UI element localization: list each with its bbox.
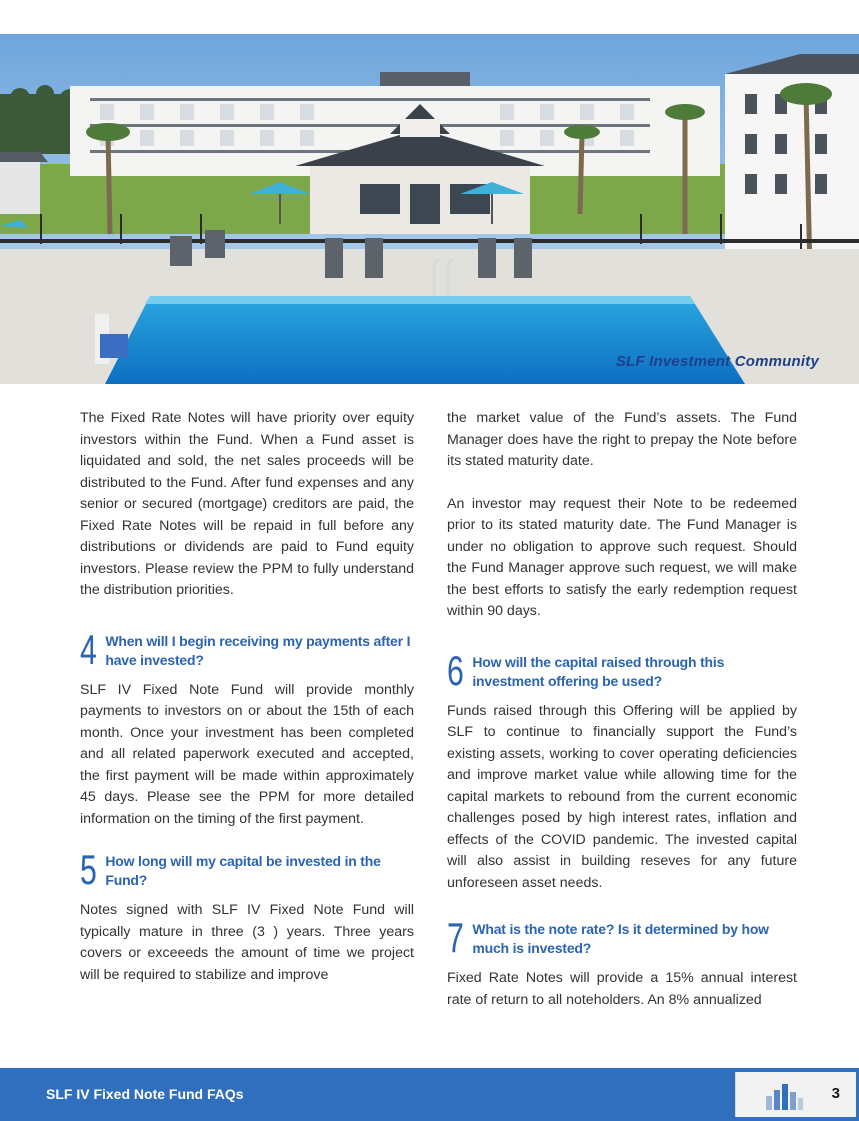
faq-question: When will I begin receiving my payments after I have invested? [105, 632, 411, 668]
faq-number: 6 [447, 646, 464, 694]
faq-item-6 [447, 646, 797, 895]
bar-chart-logo-icon [764, 1080, 804, 1110]
faq-question-header [80, 846, 414, 893]
faq-item-4 [80, 625, 414, 831]
faq-number: 5 [80, 846, 97, 893]
page-footer [0, 1068, 859, 1121]
faq-question-header [447, 914, 797, 961]
faq-item-5 [80, 846, 414, 986]
faq-answer: Fixed Rate Notes will provide a 15% annual interest rate of return to all noteholders. An 8% annualized [447, 970, 797, 1008]
faq-question-header [447, 646, 797, 694]
faq-number: 7 [447, 914, 464, 961]
faq-answer: Funds raised through this Offering will be applied by SLF to continue to financially support the Fund’s existing assets, working to cover operating deficiencies and improve market value while allowing time for the capital markets to rebound from the current economic challenges posed by high interest rates, inflation and effects of the COVID pandemic. The invested capital will also assist in building reseves for any future unforeseen asset needs. [447, 702, 797, 891]
faq-question: How will the capital raised through this investment offering be used? [472, 653, 725, 689]
photo-caption: SLF Investment Community [615, 353, 819, 370]
footer-title: SLF IV Fixed Note Fund FAQs [46, 1086, 244, 1102]
right-column [447, 408, 797, 1011]
page-number: 3 [831, 1085, 840, 1102]
faq-item-7 [447, 914, 797, 1011]
faq-question: What is the note rate? Is it determined by how much is invested? [472, 921, 769, 956]
left-column [80, 408, 414, 986]
faq-answer: SLF IV Fixed Note Fund will provide monthly payments to investors on or about the 15th of each month. Once your investment has been completed and all related paperwork executed and accepted, the first payment will be made within approximately 45 days. Please see the PPM for more detailed information on the timing of the first payment. [80, 681, 414, 827]
faq-number: 4 [80, 625, 97, 673]
faq-question-header [80, 625, 414, 673]
faq-answer: Notes signed with SLF IV Fixed Note Fund will typically mature in three (3 ) years. Three years covers or exceeeds the amount of time we project will be required to stabilize and improve [80, 902, 414, 983]
continued-paragraph: the market value of the Fund’s assets. The Fund Manager does have the right to prepay the Note before its stated maturity date. [447, 410, 797, 469]
redemption-paragraph: An investor may request their Note to be redeemed prior to its stated maturity date. The Fund Manager is under no obligation to approve such request. Should the Fund Manager approve such request, we will make the best efforts to satisfy the early redemption request within 90 days. [447, 495, 797, 619]
hero-photo [0, 34, 859, 384]
page-number-box [735, 1072, 856, 1117]
apartment-pool-illustration [0, 34, 859, 384]
intro-paragraph: The Fixed Rate Notes will have priority over equity investors within the Fund. When a Fund asset is liquidated and sold, the net sales proceeds will be distributed to the Fund. After fund expenses and any senior or secured (mortgage) creditors are paid, the Fixed Rate Notes will be repaid in full before any distributions or dividends are paid to Fund equity investors. Please review the PPM to fully understand the distribution priorities. [80, 410, 414, 598]
faq-question: How long will my capital be invested in the Fund? [105, 853, 381, 888]
